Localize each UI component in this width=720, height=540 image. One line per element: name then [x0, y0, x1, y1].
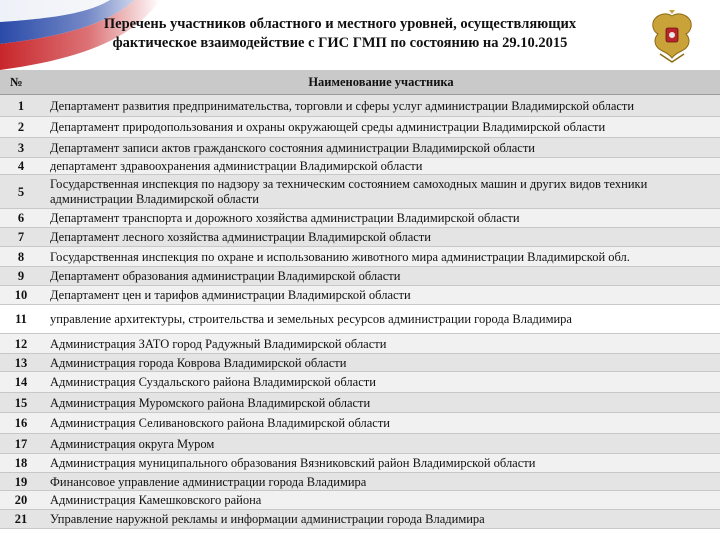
table-header-row [0, 70, 720, 95]
row-number: 19 [0, 473, 42, 491]
row-number: 15 [0, 393, 42, 413]
participant-name: Администрация города Коврова Владимирской области [42, 354, 720, 372]
table-row [0, 305, 720, 334]
table-row [0, 413, 720, 434]
table-row [0, 95, 720, 117]
row-number: 11 [0, 305, 42, 334]
participant-name: Администрация Суздальского района Владимирской области [42, 372, 720, 393]
participant-name-line-2: администрации Владимирской области [50, 191, 259, 206]
table-row [0, 117, 720, 138]
participant-name: управление архитектуры, строительства и земельных ресурсов администрации города Владимира [42, 305, 720, 334]
table-row [0, 334, 720, 354]
participant-name: Управление наружной рекламы и информации администрации города Владимира [42, 510, 720, 529]
row-number: 8 [0, 247, 42, 267]
row-number: 18 [0, 454, 42, 473]
table-row [0, 434, 720, 454]
row-number: 5 [0, 175, 42, 209]
participant-name: Департамент записи актов гражданского состояния администрации Владимирской области [42, 138, 720, 158]
row-number: 10 [0, 286, 42, 305]
participant-name: Департамент образования администрации Владимирской области [42, 267, 720, 286]
participant-name: Департамент цен и тарифов администрации Владимирской области [42, 286, 720, 305]
table-row [0, 247, 720, 267]
participant-name: Департамент природопользования и охраны окружающей среды администрации Владимирской области [42, 117, 720, 138]
participant-name [42, 175, 720, 209]
participant-name: Государственная инспекция по охране и использованию животного мира администрации Владимирской обл. [42, 247, 720, 267]
page-title [80, 15, 600, 53]
table-row [0, 354, 720, 372]
row-number: 9 [0, 267, 42, 286]
participant-name: Администрация Селивановского района Владимирской области [42, 413, 720, 434]
row-number: 3 [0, 138, 42, 158]
row-number: 17 [0, 434, 42, 454]
participant-name: Финансовое управление администрации города Владимира [42, 473, 720, 491]
table-row [0, 267, 720, 286]
row-number: 2 [0, 117, 42, 138]
participant-name: Администрация ЗАТО город Радужный Владимирской области [42, 334, 720, 354]
table-row [0, 175, 720, 209]
participant-name: Администрация муниципального образования Вязниковский район Владимирской области [42, 454, 720, 473]
table-row [0, 454, 720, 473]
participant-name: Администрация округа Муром [42, 434, 720, 454]
row-number: 20 [0, 491, 42, 510]
table-row [0, 393, 720, 413]
table-row [0, 158, 720, 175]
table-row [0, 286, 720, 305]
row-number: 13 [0, 354, 42, 372]
page-title-line-2: фактическое взаимодействие с ГИС ГМП по состоянию на 29.10.2015 [112, 35, 568, 51]
column-header-name: Наименование участника [42, 70, 720, 95]
row-number: 1 [0, 95, 42, 117]
row-number: 7 [0, 228, 42, 247]
table-row [0, 510, 720, 529]
row-number: 14 [0, 372, 42, 393]
header [0, 0, 720, 70]
row-number: 16 [0, 413, 42, 434]
table-row [0, 228, 720, 247]
participant-name: Администрация Камешковского района [42, 491, 720, 510]
row-number: 6 [0, 209, 42, 228]
column-header-number: № [0, 70, 42, 95]
double-headed-eagle-emblem-icon [648, 10, 696, 64]
row-number: 12 [0, 334, 42, 354]
participant-name: департамент здравоохранения администрации Владимирской области [42, 158, 720, 175]
participant-name: Департамент транспорта и дорожного хозяйства администрации Владимирской области [42, 209, 720, 228]
table-row [0, 138, 720, 158]
participant-name: Администрация Муромского района Владимирской области [42, 393, 720, 413]
participants-table [0, 70, 720, 529]
row-number: 4 [0, 158, 42, 175]
table-row [0, 209, 720, 228]
row-number: 21 [0, 510, 42, 529]
table-row [0, 491, 720, 510]
table-row [0, 473, 720, 491]
participant-name: Департамент развития предпринимательства, торговли и сферы услуг администрации Владимирской области [42, 95, 720, 117]
page-title-line-1: Перечень участников областного и местного уровней, осуществляющих [103, 16, 577, 32]
table-row [0, 372, 720, 393]
participant-name-line-1: Государственная инспекция по надзору за техническим состоянием самоходных машин и других видов техники [50, 176, 648, 191]
participant-name: Департамент лесного хозяйства администрации Владимирской области [42, 228, 720, 247]
